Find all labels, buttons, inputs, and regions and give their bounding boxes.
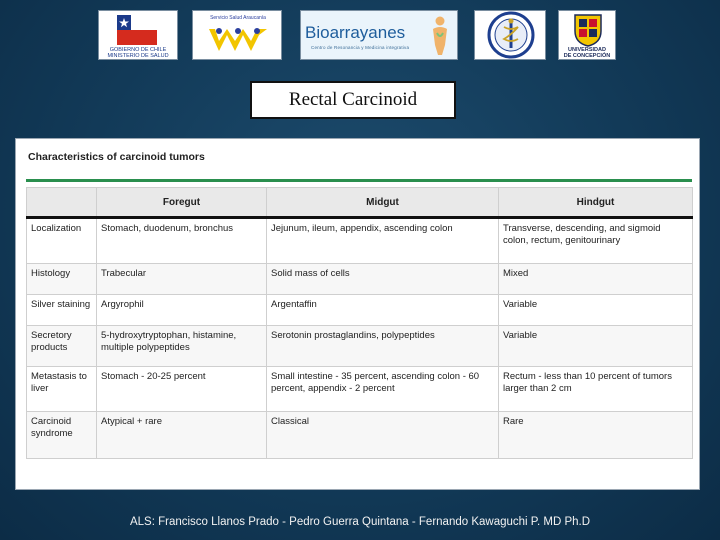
table-cell: Variable: [499, 295, 693, 326]
logo-caption: GOBIERNO DE CHILE: [109, 47, 167, 53]
row-label: Carcinoid syndrome: [27, 412, 97, 459]
table-cell: Rectum - less than 10 percent of tumors larger than 2 cm: [499, 367, 693, 412]
university-crest-icon: [573, 13, 603, 47]
table-cell: Mixed: [499, 264, 693, 295]
logo-caption: Servicio Salud Araucanía: [210, 15, 266, 21]
table-cell: 5-hydroxytryptophan, histamine, multiple polypeptides: [97, 326, 267, 367]
logo-caption: DE CONCEPCIÓN: [563, 53, 611, 59]
table-cell: Transverse, descending, and sigmoid colon, rectum, genitourinary: [499, 218, 693, 264]
table-cell: Solid mass of cells: [267, 264, 499, 295]
row-label: Metastasis to liver: [27, 367, 97, 412]
table-cell: Jejunum, ileum, appendix, ascending colon: [267, 218, 499, 264]
slide-title: Rectal Carcinoid: [250, 81, 456, 119]
table-row: [27, 295, 693, 326]
logo-strip: [0, 0, 720, 68]
table-row: [27, 367, 693, 412]
health-seal-logo: [474, 10, 546, 60]
slide-footer: ALS: Francisco Llanos Prado - Pedro Guerra Quintana - Fernando Kawaguchi P. MD Ph.D: [129, 516, 591, 528]
row-label: Histology: [27, 264, 97, 295]
table-row: [27, 218, 693, 264]
gobierno-de-chile-logo: [98, 10, 178, 60]
universidad-concepcion-logo: [558, 10, 616, 60]
table-top-rule: [26, 179, 692, 182]
table-cell: Argyrophil: [97, 295, 267, 326]
cesfam-logo: [192, 10, 282, 60]
chile-flag-icon: [117, 15, 157, 45]
logo-caption: MINISTERIO DE SALUD: [107, 53, 169, 59]
logo-subtitle: Centro de Resonancia y Medicina integrativa: [311, 45, 410, 50]
table-row: [27, 326, 693, 367]
table-cell: Variable: [499, 326, 693, 367]
carcinoid-table-panel: [15, 138, 700, 490]
row-label: Silver staining: [27, 295, 97, 326]
table-header-row: [27, 188, 693, 218]
people-emblem-icon: [207, 25, 269, 55]
column-header: [27, 188, 97, 218]
table-cell: Stomach - 20-25 percent: [97, 367, 267, 412]
human-figure-icon: [429, 15, 451, 57]
table-row: [27, 412, 693, 459]
table-caption: Characteristics of carcinoid tumors: [28, 151, 205, 163]
table-cell: Small intestine - 35 percent, ascending colon - 60 percent, appendix - 2 percent: [267, 367, 499, 412]
table-cell: Argentaffin: [267, 295, 499, 326]
column-header-hindgut: Hindgut: [499, 188, 693, 218]
table-cell: Serotonin prostaglandins, polypeptides: [267, 326, 499, 367]
bioarrayanes-logo: [300, 10, 458, 60]
logo-name: Bioarrayanes: [305, 23, 406, 42]
row-label: Secretory products: [27, 326, 97, 367]
caduceus-seal-icon: [486, 11, 536, 59]
row-label: Localization: [27, 218, 97, 264]
column-header-foregut: Foregut: [97, 188, 267, 218]
carcinoid-characteristics-table: [26, 187, 693, 459]
table-cell: Stomach, duodenum, bronchus: [97, 218, 267, 264]
table-row: [27, 264, 693, 295]
table-cell: Classical: [267, 412, 499, 459]
table-cell: Rare: [499, 412, 693, 459]
table-cell: Trabecular: [97, 264, 267, 295]
logo-caption: UNIVERSIDAD: [568, 47, 606, 53]
table-cell: Atypical + rare: [97, 412, 267, 459]
column-header-midgut: Midgut: [267, 188, 499, 218]
